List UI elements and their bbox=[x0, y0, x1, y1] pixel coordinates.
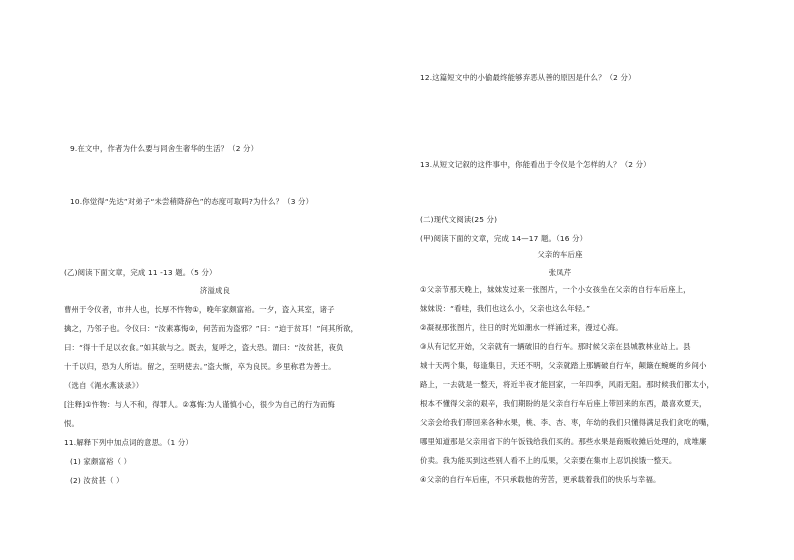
article-line: ②凝视那张图片，往日的时光如潮水一样涌过来，漫过心海。 bbox=[420, 323, 623, 332]
question-12: 12.这篇短文中的小偷最终能够弃恶从善的原因是什么？（2 分） bbox=[420, 73, 636, 82]
section-yi-heading: (乙)阅读下面文章，完成 11 -13 题。（5 分） bbox=[64, 268, 217, 277]
article-author: 张凤芹 bbox=[548, 268, 572, 277]
article-line: ④父亲的自行车后座，不只承载他的劳苦，更承载着我们的快乐与幸福。 bbox=[420, 475, 661, 484]
question-9: 9.在文中，作者为什么要与同舍生奢华的生活？（2 分） bbox=[70, 144, 259, 153]
article-line: 城十天两个集，每逢集日，天还不明，父亲就踏上那辆破自行车，颠簸在蜿蜒的乡间小 bbox=[420, 361, 707, 370]
article-line: 路上，一去就是一整天，将近半夜才能回家，一年四季，风雨无阻。那时候我们都太小， bbox=[420, 380, 715, 389]
passage-line: 曹州于令仪者，市井人也，长厚不忤物①，晚年家颇富裕。一夕，盗入其室，诸子 bbox=[64, 305, 335, 314]
question-13: 13.从短文记叙的这件事中，你能看出于令仪是个怎样的人？（2 分） bbox=[420, 160, 651, 169]
article-line: ③从有记忆开始，父亲就有一辆破旧的自行车。那时候父亲在县城教林业站上。县 bbox=[420, 342, 691, 351]
section-jia-heading: (甲)阅读下面的文章，完成 14—17 题。（16 分） bbox=[420, 234, 588, 243]
passage-line: 十千以归，恐为人所诘。留之，至明使去。”盗大惭，卒为良民。乡里称君为善士。 bbox=[64, 362, 336, 371]
section-2-heading: (二)现代文阅读(25 分) bbox=[420, 215, 498, 224]
article-title: 父亲的车后座 bbox=[537, 250, 583, 259]
passage-source: （选自《渑水燕谈录》） bbox=[64, 381, 144, 390]
annotation-line: [注释]①忤物：与人不和，得罪人。②寡悔:为人谨慎小心，很少为自己的行为而悔 bbox=[64, 400, 336, 409]
passage-line: 擒之，乃邻子也。令仪曰：“汝素寡悔②，何苦而为盗邪？”曰：“迫于贫耳！”问其所欲， bbox=[64, 324, 359, 333]
passage-line: 曰：“得十千足以衣食。”如其欲与之。既去，复呼之，盗大恐。谓曰：“汝贫甚，夜负 bbox=[64, 343, 344, 352]
article-line: 根本不懂得父亲的艰辛，我们期盼的是父亲自行车后座上带回来的东西，最喜欢夏天， bbox=[420, 399, 707, 408]
article-line: ①父亲节那天晚上，妹妹发过来一张图片，一个小女孩坐在父亲的自行车后座上， bbox=[420, 285, 691, 294]
question-11-item-1: (1) 家颇富裕（ ） bbox=[70, 457, 132, 466]
annotation-line: 恨。 bbox=[64, 419, 80, 428]
passage-title-yi: 济溢成良 bbox=[199, 286, 231, 295]
article-line: 妹妹说：“看哇，我们也这么小，父亲也这么年轻。” bbox=[420, 304, 591, 313]
article-line: 价卖。我为能买到这些别人看不上的瓜果，父亲要在集市上忍饥挨饿一整天。 bbox=[420, 456, 677, 465]
question-11-item-2: (2) 汝贫甚（ ） bbox=[70, 476, 124, 485]
article-line: 父亲会给我们带回来各种水果，桃、李、杏、枣，年幼的我们只懂得满足我们贪吃的嘴， bbox=[420, 418, 715, 427]
question-10: 10.你觉得“先达”对弟子“未尝稍降辞色”的态度可取吗?为什么？（3 分） bbox=[70, 197, 314, 206]
question-11: 11.解释下列中加点词的意思。（1 分） bbox=[64, 438, 193, 447]
article-line: 哪里知道那是父亲用省下的午饭钱给我们买的。那些水果是商贩收摊后处理的，成堆廉 bbox=[420, 437, 707, 446]
